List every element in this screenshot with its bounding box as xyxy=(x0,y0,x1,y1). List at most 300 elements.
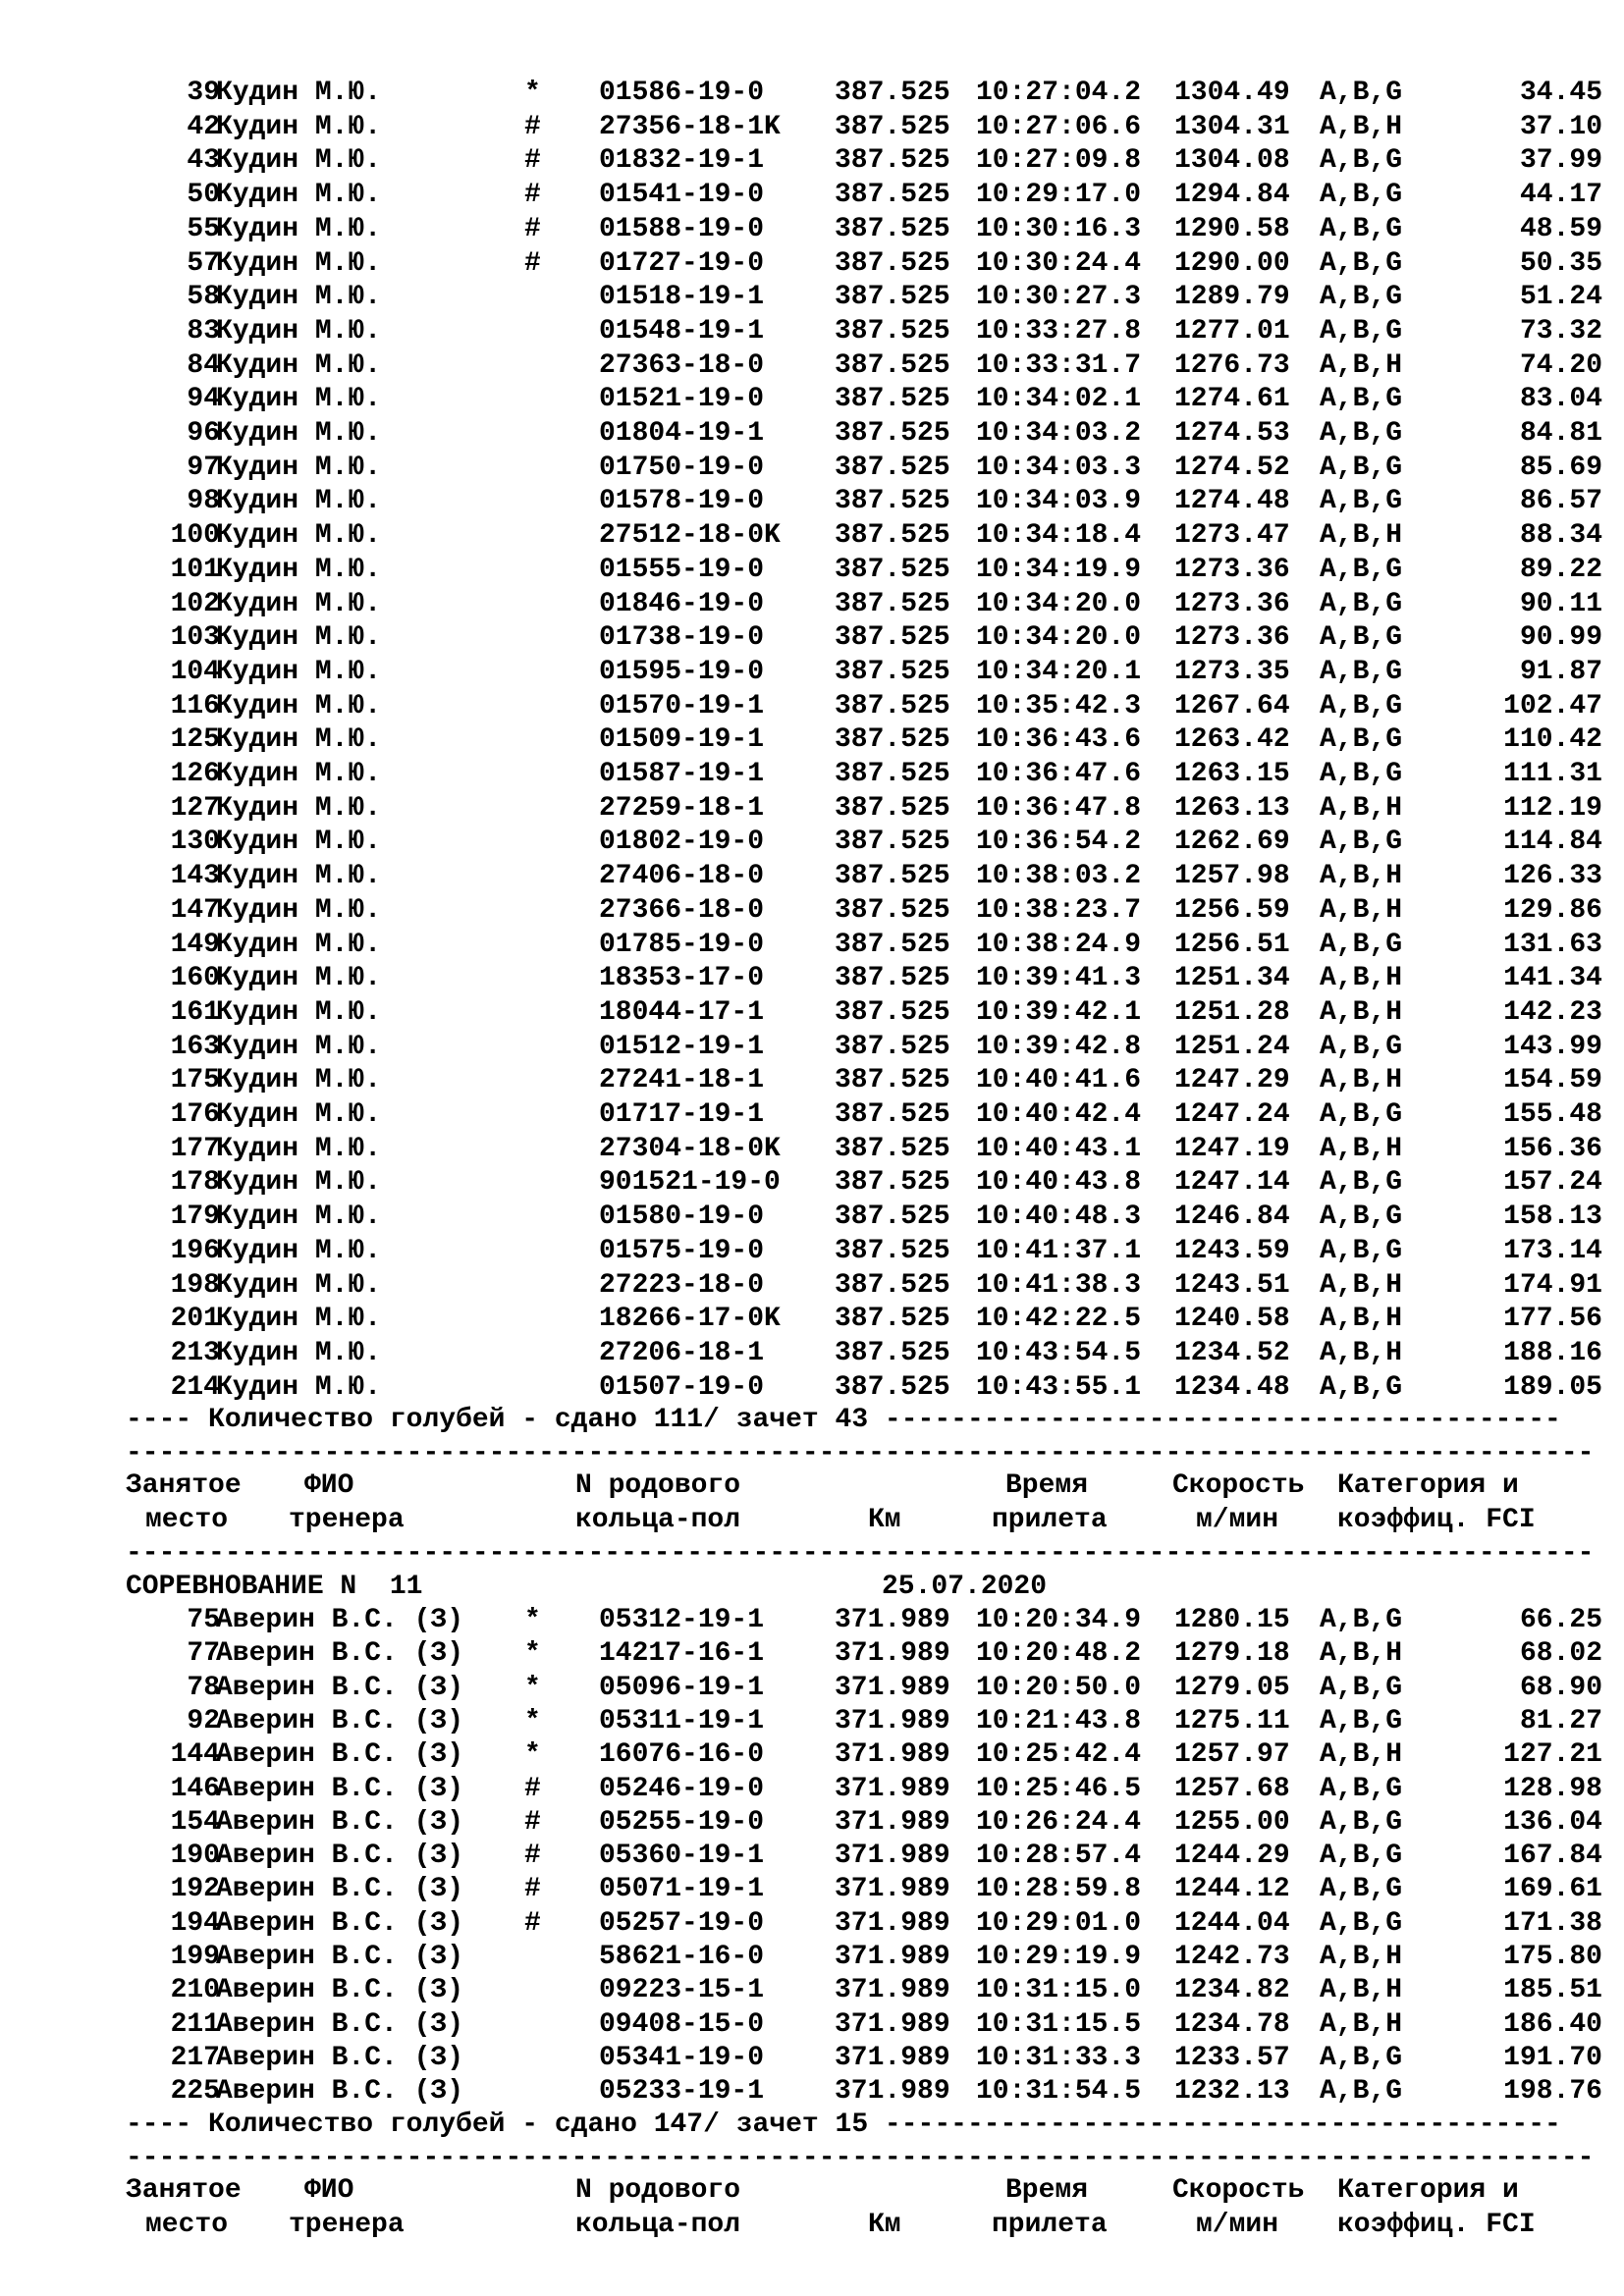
row-flag: * xyxy=(524,1739,541,1771)
arrival-time: 10:34:03.3 xyxy=(976,452,1142,483)
category: A,B,G xyxy=(1320,1235,1403,1266)
speed: 1274.61 xyxy=(1174,384,1290,415)
fci-coefficient: 142.23 xyxy=(1503,996,1602,1028)
place-number: 211 xyxy=(170,2008,220,2040)
place-number: 57 xyxy=(187,247,220,279)
place-number: 125 xyxy=(170,724,220,756)
trainer-name: Кудин М.Ю. xyxy=(216,520,382,552)
ring-number: 27259-18-1 xyxy=(599,792,765,824)
category: A,B,G xyxy=(1320,1841,1403,1872)
speed: 1304.49 xyxy=(1174,78,1290,108)
place-number: 127 xyxy=(170,792,220,824)
trainer-name: Кудин М.Ю. xyxy=(216,724,382,756)
distance-km: 387.525 xyxy=(835,1371,950,1403)
ring-number: 01521-19-0 xyxy=(599,384,765,415)
fci-coefficient: 66.25 xyxy=(1519,1605,1602,1635)
trainer-name: Кудин М.Ю. xyxy=(216,315,382,347)
distance-km: 387.525 xyxy=(835,1031,950,1062)
row-flag: # xyxy=(524,1841,541,1872)
trainer-name: Кудин М.Ю. xyxy=(216,588,382,619)
column-header: Скорость xyxy=(1172,1470,1305,1501)
place-number: 43 xyxy=(187,145,220,177)
speed: 1240.58 xyxy=(1174,1304,1290,1335)
trainer-name: Кудин М.Ю. xyxy=(216,963,382,994)
place-number: 201 xyxy=(170,1304,220,1335)
speed: 1243.51 xyxy=(1174,1269,1290,1301)
trainer-name: Кудин М.Ю. xyxy=(216,1167,382,1199)
ring-number: 01804-19-1 xyxy=(599,418,765,449)
place-number: 163 xyxy=(170,1031,220,1062)
category: A,B,H xyxy=(1320,894,1403,926)
place-number: 178 xyxy=(170,1167,220,1199)
category: A,B,H xyxy=(1320,520,1403,552)
category: A,B,H xyxy=(1320,1975,1403,2006)
column-header: Время xyxy=(1005,1470,1089,1501)
ring-number: 01570-19-1 xyxy=(599,690,765,721)
fci-coefficient: 171.38 xyxy=(1503,1907,1602,1939)
ring-number: 01578-19-0 xyxy=(599,486,765,517)
ring-number: 01785-19-0 xyxy=(599,929,765,960)
fci-coefficient: 37.99 xyxy=(1519,145,1602,177)
distance-km: 387.525 xyxy=(835,690,950,721)
place-number: 126 xyxy=(170,759,220,789)
place-number: 192 xyxy=(170,1874,220,1905)
trainer-name: Аверин В.С. (З) xyxy=(216,1907,464,1939)
distance-km: 387.525 xyxy=(835,1133,950,1164)
category: A,B,G xyxy=(1320,1605,1403,1635)
ring-number: 27223-18-0 xyxy=(599,1269,765,1301)
arrival-time: 10:36:47.8 xyxy=(976,792,1142,824)
column-header: м/мин xyxy=(1196,2210,1279,2240)
place-number: 42 xyxy=(187,111,220,142)
category: A,B,G xyxy=(1320,2076,1403,2108)
arrival-time: 10:34:03.2 xyxy=(976,418,1142,449)
speed: 1277.01 xyxy=(1174,315,1290,347)
arrival-time: 10:31:33.3 xyxy=(976,2042,1142,2073)
place-number: 100 xyxy=(170,520,220,552)
arrival-time: 10:40:41.6 xyxy=(976,1065,1142,1096)
arrival-time: 10:39:41.3 xyxy=(976,963,1142,994)
arrival-time: 10:30:24.4 xyxy=(976,247,1142,279)
place-number: 130 xyxy=(170,827,220,858)
distance-km: 387.525 xyxy=(835,418,950,449)
row-flag: # xyxy=(524,1907,541,1939)
speed: 1276.73 xyxy=(1174,349,1290,381)
place-number: 104 xyxy=(170,656,220,687)
category: A,B,G xyxy=(1320,418,1403,449)
arrival-time: 10:29:17.0 xyxy=(976,180,1142,211)
distance-km: 387.525 xyxy=(835,145,950,177)
row-flag: * xyxy=(524,1605,541,1635)
summary-line-text: ---- Количество голубей - сдано 147/ зачет 15 ----------------------------------------- xyxy=(126,2109,1561,2140)
distance-km: 387.525 xyxy=(835,929,950,960)
category: A,B,H xyxy=(1320,963,1403,994)
ring-number: 09223-15-1 xyxy=(599,1975,765,2006)
speed: 1273.47 xyxy=(1174,520,1290,552)
arrival-time: 10:31:54.5 xyxy=(976,2076,1142,2108)
row-flag: * xyxy=(524,1638,541,1670)
category: A,B,G xyxy=(1320,929,1403,960)
ring-number: 27304-18-0K xyxy=(599,1133,781,1164)
category: A,B,G xyxy=(1320,1907,1403,1939)
distance-km: 387.525 xyxy=(835,1167,950,1199)
speed: 1273.35 xyxy=(1174,656,1290,687)
trainer-name: Кудин М.Ю. xyxy=(216,1235,382,1266)
speed: 1263.13 xyxy=(1174,792,1290,824)
arrival-time: 10:34:02.1 xyxy=(976,384,1142,415)
category: A,B,H xyxy=(1320,111,1403,142)
ring-number: 01509-19-1 xyxy=(599,724,765,756)
arrival-time: 10:28:57.4 xyxy=(976,1841,1142,1872)
category: A,B,G xyxy=(1320,384,1403,415)
fci-coefficient: 174.91 xyxy=(1503,1269,1602,1301)
competition-label: СОРЕВНОВАНИЕ N 11 xyxy=(126,1572,423,1602)
speed: 1279.05 xyxy=(1174,1672,1290,1703)
ring-number: 01588-19-0 xyxy=(599,213,765,244)
ring-number: 05071-19-1 xyxy=(599,1874,765,1905)
ring-number: 01518-19-1 xyxy=(599,282,765,313)
category: A,B,G xyxy=(1320,759,1403,789)
trainer-name: Кудин М.Ю. xyxy=(216,929,382,960)
arrival-time: 10:41:38.3 xyxy=(976,1269,1142,1301)
distance-km: 387.525 xyxy=(835,894,950,926)
distance-km: 387.525 xyxy=(835,213,950,244)
category: A,B,G xyxy=(1320,452,1403,483)
ring-number: 01595-19-0 xyxy=(599,656,765,687)
ring-number: 27241-18-1 xyxy=(599,1065,765,1096)
distance-km: 371.989 xyxy=(835,1739,950,1771)
ring-number: 05255-19-0 xyxy=(599,1806,765,1838)
place-number: 177 xyxy=(170,1133,220,1164)
speed: 1280.15 xyxy=(1174,1605,1290,1635)
arrival-time: 10:34:20.0 xyxy=(976,588,1142,619)
distance-km: 387.525 xyxy=(835,1235,950,1266)
arrival-time: 10:20:48.2 xyxy=(976,1638,1142,1670)
trainer-name: Кудин М.Ю. xyxy=(216,622,382,654)
speed: 1246.84 xyxy=(1174,1201,1290,1233)
fci-coefficient: 173.14 xyxy=(1503,1235,1602,1266)
distance-km: 371.989 xyxy=(835,2042,950,2073)
distance-km: 387.525 xyxy=(835,963,950,994)
trainer-name: Аверин В.С. (З) xyxy=(216,1942,464,1972)
distance-km: 387.525 xyxy=(835,111,950,142)
place-number: 217 xyxy=(170,2042,220,2073)
speed: 1244.29 xyxy=(1174,1841,1290,1872)
ring-number: 05312-19-1 xyxy=(599,1605,765,1635)
speed: 1233.57 xyxy=(1174,2042,1290,2073)
place-number: 58 xyxy=(187,282,220,313)
fci-coefficient: 88.34 xyxy=(1519,520,1602,552)
speed: 1243.59 xyxy=(1174,1235,1290,1266)
arrival-time: 10:31:15.5 xyxy=(976,2008,1142,2040)
arrival-time: 10:29:19.9 xyxy=(976,1942,1142,1972)
fci-coefficient: 189.05 xyxy=(1503,1371,1602,1403)
distance-km: 371.989 xyxy=(835,1907,950,1939)
speed: 1247.14 xyxy=(1174,1167,1290,1199)
speed: 1251.34 xyxy=(1174,963,1290,994)
fci-coefficient: 188.16 xyxy=(1503,1337,1602,1368)
distance-km: 387.525 xyxy=(835,1065,950,1096)
trainer-name: Кудин М.Ю. xyxy=(216,418,382,449)
row-flag: # xyxy=(524,1806,541,1838)
separator-line-text: ----------------------------------------------------------------------------------------- xyxy=(126,1438,1595,1468)
ring-number: 01512-19-1 xyxy=(599,1031,765,1062)
category: A,B,H xyxy=(1320,1133,1403,1164)
column-header: ФИО xyxy=(304,2175,354,2206)
place-number: 194 xyxy=(170,1907,220,1939)
distance-km: 387.525 xyxy=(835,1099,950,1130)
fci-coefficient: 186.40 xyxy=(1503,2008,1602,2040)
category: A,B,G xyxy=(1320,145,1403,177)
fci-coefficient: 127.21 xyxy=(1503,1739,1602,1771)
ring-number: 01548-19-1 xyxy=(599,315,765,347)
category: A,B,H xyxy=(1320,1942,1403,1972)
place-number: 147 xyxy=(170,894,220,926)
row-flag: # xyxy=(524,180,541,211)
arrival-time: 10:38:23.7 xyxy=(976,894,1142,926)
column-header: коэффиц. FCI xyxy=(1337,1505,1536,1535)
place-number: 199 xyxy=(170,1942,220,1972)
speed: 1267.64 xyxy=(1174,690,1290,721)
arrival-time: 10:40:48.3 xyxy=(976,1201,1142,1233)
category: A,B,G xyxy=(1320,486,1403,517)
column-header: Категория и xyxy=(1337,2175,1519,2206)
category: A,B,G xyxy=(1320,827,1403,858)
fci-coefficient: 84.81 xyxy=(1519,418,1602,449)
trainer-name: Кудин М.Ю. xyxy=(216,1337,382,1368)
category: A,B,G xyxy=(1320,1371,1403,1403)
place-number: 96 xyxy=(187,418,220,449)
trainer-name: Кудин М.Ю. xyxy=(216,690,382,721)
fci-coefficient: 136.04 xyxy=(1503,1806,1602,1838)
column-header: тренера xyxy=(289,2210,405,2240)
fci-coefficient: 85.69 xyxy=(1519,452,1602,483)
trainer-name: Кудин М.Ю. xyxy=(216,827,382,858)
distance-km: 387.525 xyxy=(835,996,950,1028)
category: A,B,H xyxy=(1320,1065,1403,1096)
speed: 1274.48 xyxy=(1174,486,1290,517)
arrival-time: 10:26:24.4 xyxy=(976,1806,1142,1838)
place-number: 98 xyxy=(187,486,220,517)
fci-coefficient: 74.20 xyxy=(1519,349,1602,381)
arrival-time: 10:40:42.4 xyxy=(976,1099,1142,1130)
ring-number: 18266-17-0K xyxy=(599,1304,781,1335)
trainer-name: Кудин М.Ю. xyxy=(216,792,382,824)
fci-coefficient: 156.36 xyxy=(1503,1133,1602,1164)
ring-number: 01575-19-0 xyxy=(599,1235,765,1266)
distance-km: 387.525 xyxy=(835,861,950,892)
trainer-name: Кудин М.Ю. xyxy=(216,213,382,244)
arrival-time: 10:38:24.9 xyxy=(976,929,1142,960)
trainer-name: Аверин В.С. (З) xyxy=(216,2008,464,2040)
fci-coefficient: 86.57 xyxy=(1519,486,1602,517)
arrival-time: 10:20:34.9 xyxy=(976,1605,1142,1635)
arrival-time: 10:39:42.8 xyxy=(976,1031,1142,1062)
trainer-name: Кудин М.Ю. xyxy=(216,1304,382,1335)
distance-km: 371.989 xyxy=(835,1605,950,1635)
trainer-name: Кудин М.Ю. xyxy=(216,1099,382,1130)
category: A,B,G xyxy=(1320,247,1403,279)
category: A,B,G xyxy=(1320,78,1403,108)
speed: 1234.48 xyxy=(1174,1371,1290,1403)
arrival-time: 10:31:15.0 xyxy=(976,1975,1142,2006)
category: A,B,G xyxy=(1320,554,1403,585)
ring-number: 05341-19-0 xyxy=(599,2042,765,2073)
distance-km: 387.525 xyxy=(835,656,950,687)
place-number: 94 xyxy=(187,384,220,415)
distance-km: 387.525 xyxy=(835,792,950,824)
place-number: 176 xyxy=(170,1099,220,1130)
distance-km: 387.525 xyxy=(835,349,950,381)
fci-coefficient: 91.87 xyxy=(1519,656,1602,687)
column-header: место xyxy=(145,1505,229,1535)
distance-km: 387.525 xyxy=(835,554,950,585)
category: A,B,G xyxy=(1320,656,1403,687)
place-number: 75 xyxy=(187,1605,220,1635)
speed: 1263.42 xyxy=(1174,724,1290,756)
arrival-time: 10:33:27.8 xyxy=(976,315,1142,347)
distance-km: 371.989 xyxy=(835,1773,950,1804)
ring-number: 09408-15-0 xyxy=(599,2008,765,2040)
arrival-time: 10:36:47.6 xyxy=(976,759,1142,789)
category: A,B,H xyxy=(1320,996,1403,1028)
fci-coefficient: 177.56 xyxy=(1503,1304,1602,1335)
trainer-name: Кудин М.Ю. xyxy=(216,1031,382,1062)
row-flag: * xyxy=(524,1672,541,1703)
place-number: 196 xyxy=(170,1235,220,1266)
row-flag: # xyxy=(524,213,541,244)
trainer-name: Аверин В.С. (З) xyxy=(216,1841,464,1872)
category: A,B,G xyxy=(1320,180,1403,211)
speed: 1294.84 xyxy=(1174,180,1290,211)
trainer-name: Аверин В.С. (З) xyxy=(216,2042,464,2073)
place-number: 97 xyxy=(187,452,220,483)
ring-number: 27356-18-1K xyxy=(599,111,781,142)
trainer-name: Кудин М.Ю. xyxy=(216,1371,382,1403)
distance-km: 371.989 xyxy=(835,1806,950,1838)
trainer-name: Аверин В.С. (З) xyxy=(216,1806,464,1838)
arrival-time: 10:41:37.1 xyxy=(976,1235,1142,1266)
fci-coefficient: 83.04 xyxy=(1519,384,1602,415)
trainer-name: Кудин М.Ю. xyxy=(216,1133,382,1164)
arrival-time: 10:30:27.3 xyxy=(976,282,1142,313)
fci-coefficient: 50.35 xyxy=(1519,247,1602,279)
column-header: тренера xyxy=(289,1505,405,1535)
column-header: Категория и xyxy=(1337,1470,1519,1501)
place-number: 144 xyxy=(170,1739,220,1771)
speed: 1247.19 xyxy=(1174,1133,1290,1164)
fci-coefficient: 128.98 xyxy=(1503,1773,1602,1804)
ring-number: 01727-19-0 xyxy=(599,247,765,279)
fci-coefficient: 44.17 xyxy=(1519,180,1602,211)
ring-number: 01587-19-1 xyxy=(599,759,765,789)
arrival-time: 10:34:20.0 xyxy=(976,622,1142,654)
speed: 1257.97 xyxy=(1174,1739,1290,1771)
distance-km: 387.525 xyxy=(835,180,950,211)
arrival-time: 10:39:42.1 xyxy=(976,996,1142,1028)
speed: 1247.24 xyxy=(1174,1099,1290,1130)
fci-coefficient: 191.70 xyxy=(1503,2042,1602,2073)
arrival-time: 10:21:43.8 xyxy=(976,1705,1142,1736)
category: A,B,H xyxy=(1320,349,1403,381)
place-number: 149 xyxy=(170,929,220,960)
place-number: 50 xyxy=(187,180,220,211)
arrival-time: 10:40:43.8 xyxy=(976,1167,1142,1199)
place-number: 213 xyxy=(170,1337,220,1368)
distance-km: 387.525 xyxy=(835,622,950,654)
ring-number: 05246-19-0 xyxy=(599,1773,765,1804)
distance-km: 371.989 xyxy=(835,1638,950,1670)
arrival-time: 10:25:42.4 xyxy=(976,1739,1142,1771)
place-number: 116 xyxy=(170,690,220,721)
speed: 1275.11 xyxy=(1174,1705,1290,1736)
distance-km: 387.525 xyxy=(835,1269,950,1301)
speed: 1262.69 xyxy=(1174,827,1290,858)
arrival-time: 10:34:20.1 xyxy=(976,656,1142,687)
place-number: 146 xyxy=(170,1773,220,1804)
category: A,B,G xyxy=(1320,1099,1403,1130)
trainer-name: Кудин М.Ю. xyxy=(216,996,382,1028)
fci-coefficient: 175.80 xyxy=(1503,1942,1602,1972)
ring-number: 58621-16-0 xyxy=(599,1942,765,1972)
speed: 1304.08 xyxy=(1174,145,1290,177)
fci-coefficient: 90.99 xyxy=(1519,622,1602,654)
trainer-name: Аверин В.С. (З) xyxy=(216,1773,464,1804)
fci-coefficient: 157.24 xyxy=(1503,1167,1602,1199)
arrival-time: 10:42:22.5 xyxy=(976,1304,1142,1335)
arrival-time: 10:20:50.0 xyxy=(976,1672,1142,1703)
distance-km: 371.989 xyxy=(835,2076,950,2108)
ring-number: 901521-19-0 xyxy=(599,1167,781,1199)
category: A,B,G xyxy=(1320,1672,1403,1703)
distance-km: 387.525 xyxy=(835,247,950,279)
place-number: 160 xyxy=(170,963,220,994)
fci-coefficient: 81.27 xyxy=(1519,1705,1602,1736)
category: A,B,H xyxy=(1320,792,1403,824)
trainer-name: Кудин М.Ю. xyxy=(216,180,382,211)
speed: 1251.28 xyxy=(1174,996,1290,1028)
fci-coefficient: 89.22 xyxy=(1519,554,1602,585)
speed: 1304.31 xyxy=(1174,111,1290,142)
column-header: м/мин xyxy=(1196,1505,1279,1535)
distance-km: 387.525 xyxy=(835,452,950,483)
distance-km: 387.525 xyxy=(835,384,950,415)
distance-km: 387.525 xyxy=(835,282,950,313)
place-number: 102 xyxy=(170,588,220,619)
column-header: Скорость xyxy=(1172,2175,1305,2206)
distance-km: 387.525 xyxy=(835,315,950,347)
fci-coefficient: 185.51 xyxy=(1503,1975,1602,2006)
fci-coefficient: 68.02 xyxy=(1519,1638,1602,1670)
distance-km: 371.989 xyxy=(835,1841,950,1872)
category: A,B,G xyxy=(1320,213,1403,244)
arrival-time: 10:34:18.4 xyxy=(976,520,1142,552)
category: A,B,G xyxy=(1320,690,1403,721)
arrival-time: 10:43:55.1 xyxy=(976,1371,1142,1403)
arrival-time: 10:29:01.0 xyxy=(976,1907,1142,1939)
category: A,B,G xyxy=(1320,1201,1403,1233)
row-flag: * xyxy=(524,78,541,108)
place-number: 161 xyxy=(170,996,220,1028)
trainer-name: Аверин В.С. (З) xyxy=(216,1705,464,1736)
fci-coefficient: 111.31 xyxy=(1503,759,1602,789)
trainer-name: Кудин М.Ю. xyxy=(216,656,382,687)
speed: 1234.82 xyxy=(1174,1975,1290,2006)
ring-number: 01750-19-0 xyxy=(599,452,765,483)
speed: 1263.15 xyxy=(1174,759,1290,789)
column-header: кольца-пол xyxy=(575,2210,741,2240)
place-number: 190 xyxy=(170,1841,220,1872)
